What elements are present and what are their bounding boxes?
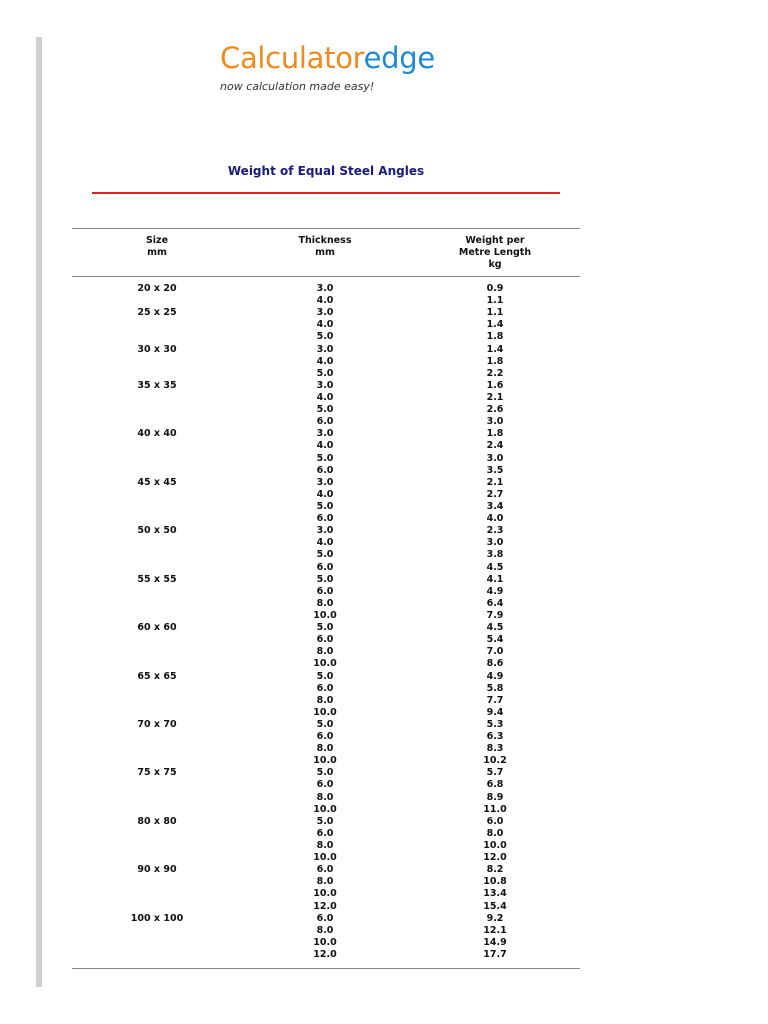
table-row <box>0 658 768 670</box>
table-row <box>0 852 768 864</box>
cell-weight: 8.2 <box>486 864 504 876</box>
table-row <box>0 283 768 295</box>
cell-thickness: 12.0 <box>313 949 337 961</box>
cell-thickness: 5.0 <box>316 452 334 464</box>
cell-thickness: 5.0 <box>316 622 334 634</box>
table-row <box>0 646 768 658</box>
cell-thickness: 8.0 <box>316 840 334 852</box>
cell-size: 100 x 100 <box>130 912 184 924</box>
cell-thickness: 8.0 <box>316 791 334 803</box>
cell-thickness: 5.0 <box>316 718 334 730</box>
cell-thickness: 3.0 <box>316 307 334 319</box>
table-row <box>0 695 768 707</box>
cell-weight: 5.4 <box>486 634 504 646</box>
cell-thickness: 6.0 <box>316 682 334 694</box>
table-row <box>0 779 768 791</box>
cell-weight: 6.3 <box>486 731 504 743</box>
cell-weight: 7.0 <box>486 646 504 658</box>
table-row <box>0 586 768 598</box>
cell-thickness: 10.0 <box>313 706 337 718</box>
table-row <box>0 888 768 900</box>
cell-weight: 2.1 <box>486 476 504 488</box>
cell-weight: 17.7 <box>483 949 507 961</box>
cell-weight: 1.6 <box>486 379 504 391</box>
cell-weight: 1.8 <box>486 428 504 440</box>
cell-thickness: 3.0 <box>316 343 334 355</box>
table-row <box>0 913 768 925</box>
cell-thickness: 5.0 <box>316 331 334 343</box>
cell-thickness: 10.0 <box>313 755 337 767</box>
cell-thickness: 6.0 <box>316 779 334 791</box>
table-row <box>0 319 768 331</box>
table-row <box>0 707 768 719</box>
cell-weight: 3.0 <box>486 537 504 549</box>
table-row <box>0 816 768 828</box>
cell-weight: 2.7 <box>486 488 504 500</box>
header-size: Size mm <box>145 235 169 258</box>
header-thickness: Thickness mm <box>298 235 352 258</box>
cell-weight: 1.4 <box>486 319 504 331</box>
cell-weight: 12.0 <box>483 852 507 864</box>
cell-thickness: 12.0 <box>313 900 337 912</box>
cell-weight: 8.6 <box>486 658 504 670</box>
table-row <box>0 804 768 816</box>
cell-size: 90 x 90 <box>137 864 177 876</box>
table-row <box>0 743 768 755</box>
cell-thickness: 6.0 <box>316 585 334 597</box>
table-row <box>0 344 768 356</box>
cell-weight: 8.9 <box>486 791 504 803</box>
table-top-rule <box>72 228 580 229</box>
cell-weight: 2.6 <box>486 404 504 416</box>
table-row <box>0 477 768 489</box>
cell-weight: 4.9 <box>486 670 504 682</box>
table-row <box>0 295 768 307</box>
cell-thickness: 5.0 <box>316 404 334 416</box>
cell-thickness: 5.0 <box>316 500 334 512</box>
table-row <box>0 937 768 949</box>
cell-weight: 3.8 <box>486 549 504 561</box>
cell-thickness: 8.0 <box>316 597 334 609</box>
table-row <box>0 719 768 731</box>
cell-weight: 1.4 <box>486 343 504 355</box>
table-row <box>0 634 768 646</box>
cell-weight: 1.8 <box>486 355 504 367</box>
table-row <box>0 331 768 343</box>
table-row <box>0 562 768 574</box>
cell-thickness: 6.0 <box>316 634 334 646</box>
table-row <box>0 416 768 428</box>
table-row <box>0 610 768 622</box>
table-row <box>0 440 768 452</box>
cell-thickness: 4.0 <box>316 295 334 307</box>
cell-size: 60 x 60 <box>137 622 177 634</box>
cell-thickness: 10.0 <box>313 852 337 864</box>
cell-weight: 15.4 <box>483 900 507 912</box>
table-bottom-rule <box>72 968 580 969</box>
table-row <box>0 549 768 561</box>
cell-size: 25 x 25 <box>137 307 177 319</box>
table-row <box>0 731 768 743</box>
cell-thickness: 6.0 <box>316 416 334 428</box>
title-divider <box>92 192 560 194</box>
table-row <box>0 501 768 513</box>
cell-thickness: 5.0 <box>316 670 334 682</box>
cell-weight: 4.5 <box>486 561 504 573</box>
cell-thickness: 6.0 <box>316 513 334 525</box>
cell-size: 50 x 50 <box>137 525 177 537</box>
cell-size: 75 x 75 <box>137 767 177 779</box>
cell-thickness: 10.0 <box>313 609 337 621</box>
cell-size: 35 x 35 <box>137 379 177 391</box>
cell-weight: 1.1 <box>486 295 504 307</box>
cell-weight: 2.3 <box>486 525 504 537</box>
cell-thickness: 3.0 <box>316 525 334 537</box>
cell-thickness: 4.0 <box>316 319 334 331</box>
cell-thickness: 5.0 <box>316 549 334 561</box>
cell-size: 45 x 45 <box>137 476 177 488</box>
cell-thickness: 5.0 <box>316 815 334 827</box>
cell-thickness: 10.0 <box>313 803 337 815</box>
cell-weight: 2.4 <box>486 440 504 452</box>
cell-weight: 3.5 <box>486 464 504 476</box>
cell-thickness: 8.0 <box>316 646 334 658</box>
table-row <box>0 755 768 767</box>
cell-thickness: 3.0 <box>316 428 334 440</box>
table-row <box>0 368 768 380</box>
table-row <box>0 683 768 695</box>
cell-size: 65 x 65 <box>137 670 177 682</box>
table-row <box>0 767 768 779</box>
cell-weight: 5.7 <box>486 767 504 779</box>
cell-weight: 10.2 <box>483 755 507 767</box>
cell-thickness: 10.0 <box>313 936 337 948</box>
logo-tagline: now calculation made easy! <box>220 80 375 93</box>
cell-thickness: 4.0 <box>316 488 334 500</box>
table-row <box>0 453 768 465</box>
table-row <box>0 537 768 549</box>
cell-thickness: 8.0 <box>316 924 334 936</box>
cell-thickness: 10.0 <box>313 658 337 670</box>
cell-weight: 6.4 <box>486 597 504 609</box>
cell-thickness: 8.0 <box>316 694 334 706</box>
cell-weight: 2.2 <box>486 367 504 379</box>
page-title: Weight of Equal Steel Angles <box>227 164 425 178</box>
cell-weight: 13.4 <box>483 888 507 900</box>
table-row <box>0 513 768 525</box>
header-bottom-rule <box>72 276 580 277</box>
header-weight: Weight per Metre Length kg <box>458 235 532 270</box>
cell-weight: 10.8 <box>483 876 507 888</box>
cell-weight: 9.2 <box>486 912 504 924</box>
cell-thickness: 3.0 <box>316 379 334 391</box>
cell-size: 40 x 40 <box>137 428 177 440</box>
cell-thickness: 6.0 <box>316 464 334 476</box>
table-row <box>0 428 768 440</box>
cell-thickness: 6.0 <box>316 731 334 743</box>
table-row <box>0 356 768 368</box>
table-row <box>0 392 768 404</box>
cell-thickness: 5.0 <box>316 573 334 585</box>
logo-text-calculator: Calculator <box>220 41 364 75</box>
cell-weight: 14.9 <box>483 936 507 948</box>
cell-thickness: 3.0 <box>316 476 334 488</box>
cell-weight: 4.5 <box>486 622 504 634</box>
table-row <box>0 901 768 913</box>
table-row <box>0 307 768 319</box>
cell-weight: 10.0 <box>483 840 507 852</box>
cell-weight: 5.8 <box>486 682 504 694</box>
cell-weight: 3.0 <box>486 416 504 428</box>
cell-weight: 12.1 <box>483 924 507 936</box>
cell-thickness: 4.0 <box>316 537 334 549</box>
cell-weight: 4.9 <box>486 585 504 597</box>
cell-weight: 5.3 <box>486 718 504 730</box>
cell-thickness: 5.0 <box>316 367 334 379</box>
table-row <box>0 525 768 537</box>
cell-thickness: 6.0 <box>316 912 334 924</box>
cell-thickness: 4.0 <box>316 355 334 367</box>
cell-thickness: 8.0 <box>316 743 334 755</box>
cell-weight: 6.8 <box>486 779 504 791</box>
cell-weight: 8.3 <box>486 743 504 755</box>
table-row <box>0 864 768 876</box>
cell-weight: 6.0 <box>486 815 504 827</box>
table-body <box>0 283 768 961</box>
cell-weight: 4.1 <box>486 573 504 585</box>
cell-weight: 0.9 <box>486 283 504 294</box>
cell-size: 55 x 55 <box>137 573 177 585</box>
table-row <box>0 792 768 804</box>
table-row <box>0 622 768 634</box>
cell-weight: 1.1 <box>486 307 504 319</box>
cell-weight: 3.0 <box>486 452 504 464</box>
cell-size: 70 x 70 <box>137 718 177 730</box>
table-row <box>0 840 768 852</box>
cell-thickness: 4.0 <box>316 440 334 452</box>
cell-thickness: 8.0 <box>316 876 334 888</box>
cell-size: 20 x 20 <box>137 283 177 294</box>
cell-weight: 8.0 <box>486 827 504 839</box>
table-row <box>0 574 768 586</box>
cell-thickness: 3.0 <box>316 283 334 294</box>
cell-thickness: 10.0 <box>313 888 337 900</box>
table-row <box>0 380 768 392</box>
cell-weight: 11.0 <box>483 803 507 815</box>
cell-thickness: 6.0 <box>316 864 334 876</box>
table-row <box>0 671 768 683</box>
cell-weight: 1.8 <box>486 331 504 343</box>
cell-thickness: 4.0 <box>316 391 334 403</box>
table-row <box>0 925 768 937</box>
logo-text-edge: edge <box>363 41 435 75</box>
cell-size: 30 x 30 <box>137 343 177 355</box>
cell-size: 80 x 80 <box>137 815 177 827</box>
cell-weight: 4.0 <box>486 513 504 525</box>
table-row <box>0 598 768 610</box>
table-row <box>0 404 768 416</box>
table-row <box>0 465 768 477</box>
table-row <box>0 828 768 840</box>
table-row <box>0 489 768 501</box>
cell-weight: 9.4 <box>486 706 504 718</box>
cell-thickness: 5.0 <box>316 767 334 779</box>
cell-weight: 7.7 <box>486 694 504 706</box>
table-row <box>0 876 768 888</box>
logo[interactable] <box>220 41 435 75</box>
cell-weight: 3.4 <box>486 500 504 512</box>
cell-thickness: 6.0 <box>316 561 334 573</box>
cell-weight: 2.1 <box>486 391 504 403</box>
cell-thickness: 6.0 <box>316 827 334 839</box>
table-row <box>0 949 768 961</box>
cell-weight: 7.9 <box>486 609 504 621</box>
